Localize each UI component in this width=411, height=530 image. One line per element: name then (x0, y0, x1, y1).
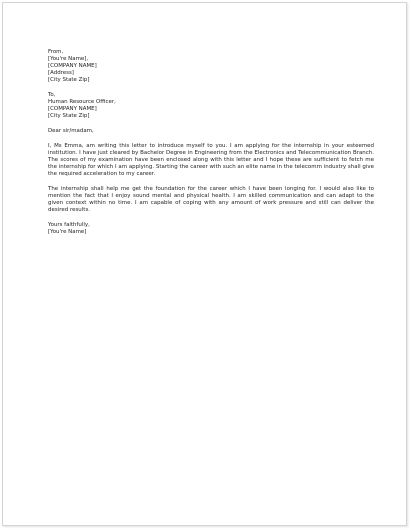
letter-body (48, 49, 374, 236)
recipient-company: [COMPANY NAME] (48, 106, 97, 112)
paragraph-2: The internship shall help me get the foundation for the career which I have been longing for. I would also like to mention the fact that I enjoy sound mental and physical health. I am skilled communication and can adapt to the given context within no time. I am capable of coping with any amount of work pressure and still can deliver the desired results. (48, 186, 374, 213)
closing-block (48, 222, 374, 236)
recipient-city: [City State Zip] (48, 113, 90, 119)
sender-block (48, 49, 374, 84)
closing-name: [You're Name] (48, 229, 87, 235)
salutation: Dear sir/madam, (48, 128, 94, 134)
sender-city: [City State Zip] (48, 77, 90, 83)
recipient-title: Human Resource Officer, (48, 99, 116, 105)
valediction: Yours faithfully, (48, 222, 90, 228)
sender-name: [You're Name], (48, 56, 89, 62)
sender-company: [COMPANY NAME] (48, 63, 97, 69)
paragraph-1: I, Ms Emma, am writing this letter to introduce myself to you. I am applying for the internship in your esteemed institution. I have just cleared by Bachelor Degree in Engineering from the Electronics and Telecommunication Branch. The scores of my examination have been enclosed along with this letter and I hope these are sufficient to fetch me the internship for which I am applying. Starting the career with such an elite name in the telecomm industry shall give the required acceleration to my career. (48, 143, 374, 177)
sender-address: [Address] (48, 70, 74, 76)
letter-page (2, 2, 407, 526)
recipient-block (48, 92, 374, 120)
sender-label: From, (48, 49, 64, 55)
recipient-label: To, (48, 92, 56, 98)
